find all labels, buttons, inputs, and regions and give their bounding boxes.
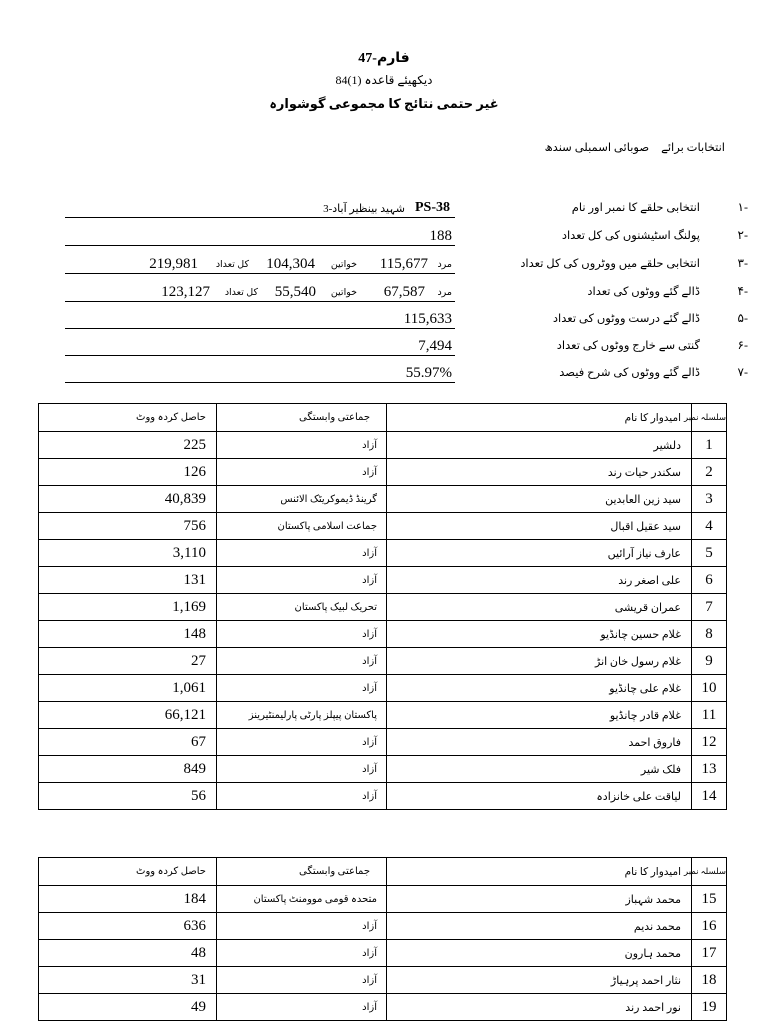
table-header-row xyxy=(39,404,727,432)
item-value-line xyxy=(65,364,455,383)
cell-votes: 67 xyxy=(39,729,217,756)
form-title-text: فارم-47 xyxy=(358,51,410,66)
header-serial: سلسلہ نمبر xyxy=(692,858,727,886)
valid-votes-count: 115,633 xyxy=(403,311,452,327)
item-value-line xyxy=(65,283,455,302)
table-row xyxy=(39,459,727,486)
table-row xyxy=(39,513,727,540)
header-votes: حاصل کردہ ووٹ xyxy=(39,404,217,432)
cell-serial: 16 xyxy=(692,913,727,940)
item-votes-cast xyxy=(0,283,768,301)
table-row xyxy=(39,567,727,594)
rule-number: 84(1) xyxy=(335,73,362,87)
cell-candidate-name: علی اصغر رند xyxy=(387,567,692,594)
item-label: ڈالے گئے ووٹوں کی تعداد xyxy=(587,286,700,298)
cell-serial: 10 xyxy=(692,675,727,702)
item-value-line xyxy=(65,199,455,218)
male-label: مرد xyxy=(437,288,452,298)
table-row xyxy=(39,994,727,1021)
table-row xyxy=(39,621,727,648)
form-title xyxy=(0,50,768,67)
table-header-row xyxy=(39,858,727,886)
male-count: 115,677 xyxy=(379,256,428,272)
cell-votes: 1,061 xyxy=(39,675,217,702)
item-value-line xyxy=(65,337,455,356)
cell-votes: 56 xyxy=(39,783,217,810)
male-label: مرد xyxy=(437,260,452,270)
table-row xyxy=(39,702,727,729)
rejected-votes-count: 7,494 xyxy=(418,338,452,354)
cell-serial: 2 xyxy=(692,459,727,486)
cell-votes: 849 xyxy=(39,756,217,783)
cell-candidate-name: غلام قادر چانڈیو xyxy=(387,702,692,729)
constituency-code: PS-38 xyxy=(415,200,450,215)
item-turnout xyxy=(0,364,768,382)
cell-serial: 8 xyxy=(692,621,727,648)
results-table xyxy=(38,403,727,810)
cell-party: آزاد xyxy=(217,729,387,756)
table-row xyxy=(39,648,727,675)
item-value-line xyxy=(65,227,455,246)
cell-candidate-name: سید زین العابدین xyxy=(387,486,692,513)
header-candidate-name: امیدوار کا نام xyxy=(387,404,692,432)
female-count: 104,304 xyxy=(266,256,315,272)
cell-candidate-name: نثار احمد پرہیاڑ xyxy=(387,967,692,994)
polling-stations-count: 188 xyxy=(429,228,452,244)
item-number: ۲- xyxy=(737,228,748,242)
cell-party: متحدہ قومی موومنٹ پاکستان xyxy=(217,886,387,913)
female-label: خواتین xyxy=(330,288,357,298)
cell-votes: 49 xyxy=(39,994,217,1021)
cell-serial: 13 xyxy=(692,756,727,783)
table-row xyxy=(39,940,727,967)
total-label: کل تعداد xyxy=(224,288,258,298)
item-label: پولنگ اسٹیشنوں کی کل تعداد xyxy=(561,230,700,242)
cell-votes: 636 xyxy=(39,913,217,940)
cell-serial: 19 xyxy=(692,994,727,1021)
cell-party: گرینڈ ڈیموکریٹک الائنس xyxy=(217,486,387,513)
item-number: ۷- xyxy=(737,365,748,379)
cell-candidate-name: محمد ہارون xyxy=(387,940,692,967)
item-value-line xyxy=(65,310,455,329)
cell-candidate-name: غلام رسول خان انڑ xyxy=(387,648,692,675)
cell-serial: 18 xyxy=(692,967,727,994)
item-number: ۵- xyxy=(737,311,748,325)
cell-party: آزاد xyxy=(217,621,387,648)
male-count: 67,587 xyxy=(383,284,425,300)
cell-votes: 48 xyxy=(39,940,217,967)
cell-party: آزاد xyxy=(217,783,387,810)
cell-serial: 12 xyxy=(692,729,727,756)
table-row xyxy=(39,913,727,940)
turnout-percent: 55.97% xyxy=(405,365,452,381)
cell-candidate-name: فاروق احمد xyxy=(387,729,692,756)
cell-serial: 6 xyxy=(692,567,727,594)
cell-votes: 31 xyxy=(39,967,217,994)
cell-votes: 40,839 xyxy=(39,486,217,513)
cell-party: آزاد xyxy=(217,994,387,1021)
cell-party: پاکستان پیپلز پارٹی پارلیمنٹیرینز xyxy=(217,702,387,729)
header-party: جماعتی وابستگی xyxy=(217,858,387,886)
cell-votes: 66,121 xyxy=(39,702,217,729)
cell-votes: 148 xyxy=(39,621,217,648)
table-body xyxy=(39,432,727,810)
table-row xyxy=(39,886,727,913)
cell-votes: 184 xyxy=(39,886,217,913)
total-label: کل تعداد xyxy=(215,260,249,270)
cell-party: آزاد xyxy=(217,432,387,459)
cell-candidate-name: لیاقت علی خانزادہ xyxy=(387,783,692,810)
header-votes: حاصل کردہ ووٹ xyxy=(39,858,217,886)
table-header xyxy=(39,858,727,886)
table-row xyxy=(39,729,727,756)
cell-candidate-name: نور احمد رند xyxy=(387,994,692,1021)
header-serial: سلسلہ نمبر xyxy=(692,404,727,432)
cell-party: آزاد xyxy=(217,940,387,967)
cell-serial: 3 xyxy=(692,486,727,513)
results-table-continued xyxy=(38,857,727,1021)
item-label: ڈالے گئے درست ووٹوں کی تعداد xyxy=(552,313,700,325)
constituency-name: شہید بینظیر آباد-3 xyxy=(323,203,405,215)
table-row xyxy=(39,675,727,702)
cell-candidate-name: محمد ندیم xyxy=(387,913,692,940)
cell-party: آزاد xyxy=(217,756,387,783)
item-label: انتخابی حلقے میں ووٹروں کی کل تعداد xyxy=(520,258,700,270)
cell-serial: 5 xyxy=(692,540,727,567)
table-row xyxy=(39,756,727,783)
cell-candidate-name: سید عقیل اقبال xyxy=(387,513,692,540)
item-label: انتخابی حلقے کا نمبر اور نام xyxy=(571,202,700,214)
total-count: 219,981 xyxy=(149,256,198,272)
table-row xyxy=(39,540,727,567)
cell-votes: 3,110 xyxy=(39,540,217,567)
cell-party: آزاد xyxy=(217,967,387,994)
table-row xyxy=(39,432,727,459)
cell-party: جماعت اسلامی پاکستان xyxy=(217,513,387,540)
cell-serial: 11 xyxy=(692,702,727,729)
total-count: 123,127 xyxy=(161,284,210,300)
item-polling-stations xyxy=(0,227,768,245)
table-body xyxy=(39,886,727,1021)
cell-votes: 131 xyxy=(39,567,217,594)
cell-candidate-name: غلام حسین چانڈیو xyxy=(387,621,692,648)
report-title xyxy=(0,96,768,112)
cell-party: آزاد xyxy=(217,675,387,702)
election-line xyxy=(545,140,725,154)
table-header xyxy=(39,404,727,432)
cell-candidate-name: عارف نیاز آرائیں xyxy=(387,540,692,567)
table-row xyxy=(39,967,727,994)
item-number: ۶- xyxy=(737,338,748,352)
cell-party: تحریک لبیک پاکستان xyxy=(217,594,387,621)
cell-votes: 126 xyxy=(39,459,217,486)
cell-serial: 15 xyxy=(692,886,727,913)
header-candidate-name: امیدوار کا نام xyxy=(387,858,692,886)
item-number: ۱- xyxy=(737,200,748,214)
cell-serial: 1 xyxy=(692,432,727,459)
cell-party: آزاد xyxy=(217,567,387,594)
report-title-text: غیر حتمی نتائج کا مجموعی گوشوارہ xyxy=(269,96,499,111)
header-party: جماعتی وابستگی xyxy=(217,404,387,432)
table-row xyxy=(39,594,727,621)
cell-candidate-name: دلشیر xyxy=(387,432,692,459)
female-label: خواتین xyxy=(330,260,357,270)
cell-serial: 17 xyxy=(692,940,727,967)
cell-candidate-name: عمران قریشی xyxy=(387,594,692,621)
item-valid-votes xyxy=(0,310,768,328)
cell-votes: 27 xyxy=(39,648,217,675)
cell-candidate-name: محمد شہباز xyxy=(387,886,692,913)
cell-votes: 225 xyxy=(39,432,217,459)
item-registered-voters xyxy=(0,255,768,273)
item-constituency xyxy=(0,199,768,217)
item-label: گنتی سے خارج ووٹوں کی تعداد xyxy=(556,340,700,352)
cell-votes: 756 xyxy=(39,513,217,540)
election-value: صوبائی اسمبلی سندھ xyxy=(544,142,650,154)
cell-party: آزاد xyxy=(217,913,387,940)
cell-serial: 4 xyxy=(692,513,727,540)
election-label: انتخابات برائے xyxy=(661,142,725,154)
cell-party: آزاد xyxy=(217,459,387,486)
cell-candidate-name: فلک شیر xyxy=(387,756,692,783)
table-row xyxy=(39,486,727,513)
item-number: ۳- xyxy=(737,256,748,270)
item-rejected-votes xyxy=(0,337,768,355)
cell-serial: 14 xyxy=(692,783,727,810)
cell-party: آزاد xyxy=(217,648,387,675)
cell-candidate-name: سکندر حیات رند xyxy=(387,459,692,486)
cell-serial: 9 xyxy=(692,648,727,675)
item-value-line xyxy=(65,255,455,274)
female-count: 55,540 xyxy=(274,284,316,300)
cell-votes: 1,169 xyxy=(39,594,217,621)
rule-label: دیکھیئے قاعدہ xyxy=(364,73,433,87)
table-row xyxy=(39,783,727,810)
cell-party: آزاد xyxy=(217,540,387,567)
rule-reference xyxy=(0,73,768,88)
item-number: ۴- xyxy=(737,284,748,298)
cell-serial: 7 xyxy=(692,594,727,621)
item-label: ڈالے گئے ووٹوں کی شرح فیصد xyxy=(559,367,700,379)
cell-candidate-name: غلام علی چانڈیو xyxy=(387,675,692,702)
